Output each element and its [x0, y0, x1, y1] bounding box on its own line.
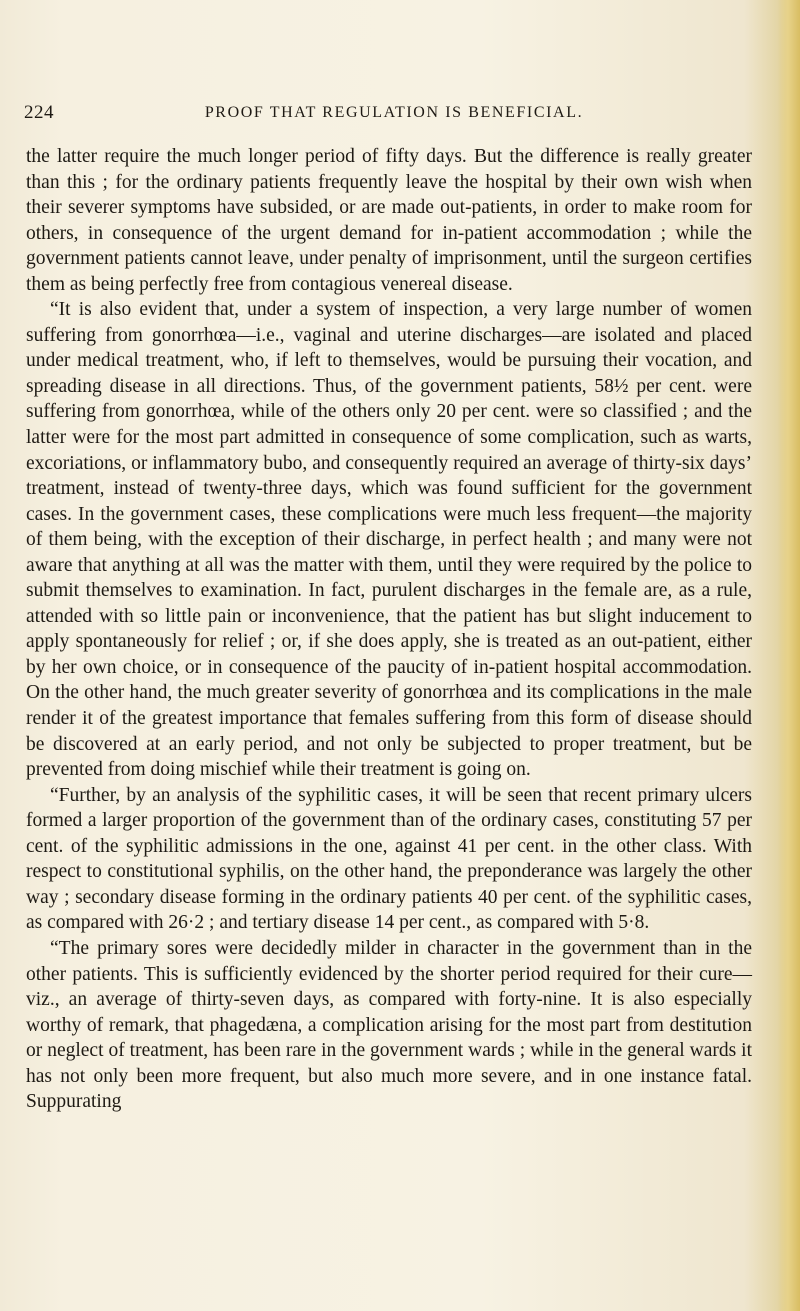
paragraph-syphilitic-analysis: “Further, by an analysis of the syphilitic cases, it will be seen that recent primary ulcers formed a larger proportion of the government than of the ordinary cases, constituting 57 per cent. of the syphilitic admissions in the one, against 41 per cent. in the other class. With respect to constitutional syphilis, on the other hand, the preponderance was largely the other way ; secondary disease forming in the ordinary patients 40 per cent. of the syphilitic cases, as compared with 26·2 ; and tertiary disease 14 per cent., as compared with 5·8.: [26, 784, 752, 934]
page-edge: [778, 0, 800, 1311]
paragraph-continuation: the latter require the much longer period of fifty days. But the difference is really greater than this ; for the ordinary patients frequently leave the hospital by their own wish when their severer symptoms have subsided, or are made out-patients, in order to make room for others, in consequence of the urgent demand for in-patient accommodation ; while the government patients cannot leave, under penalty of imprisonment, until the surgeon certifies them as being perfectly free from contagious venereal disease.: [26, 146, 752, 295]
page-header: [24, 102, 764, 132]
running-head: PROOF THAT REGULATION IS BENEFICIAL.: [204, 104, 584, 121]
page-number: 224: [24, 102, 54, 123]
paragraph-primary-sores: “The primary sores were decidedly milder in character in the government than in the other patients. This is sufficiently evidenced by the shorter period required for their cure—viz., an average of thirty-seven days, as compared with forty-nine. It is also especially worthy of remark, that phagedæna, a complication arising for the most part from destitution or neglect of treatment, has been rare in the government wards ; while in the general wards it has not only been more frequent, but also much more severe, and in one instance fatal. Suppurating: [26, 937, 752, 1113]
paragraph-gonorrhoea: “It is also evident that, under a system of inspection, a very large number of women suffering from gonorrhœa—i.e., vaginal and uterine discharges—are isolated and placed under medical treatment, who, if left to themselves, would be pursuing their vocation, and spreading disease in all directions. Thus, of the government patients, 58½ per cent. were suffering from gonorrhœa, while of the others only 20 per cent. were so classified ; and the latter were for the most part admitted in consequence of some complication, such as warts, excoriations, or inflammatory bubo, and consequently required an average of thirty-six days’ treatment, instead of twenty-three days, which was found sufficient for the government cases. In the government cases, these complications were much less frequent—the majority of them being, with the exception of their discharge, in perfect health ; and many were not aware that anything at all was the matter with them, until they were required by the police to submit themselves to examination. In fact, purulent discharges in the female are, as a rule, attended with so little pain or inconvenience, that the patient has but slight inducement to apply spontaneously for relief ; or, if she does apply, she is treated as an out-patient, either by her own choice, or in consequence of the paucity of in-patient hospital accommodation. On the other hand, the much greater severity of gonorrhœa and its complications in the male render it of the greatest importance that females suffering from this form of disease should be discovered at an early period, and not only be subjected to proper treatment, but be prevented from doing mischief while their treatment is going on.: [26, 299, 752, 781]
body-text: [26, 144, 752, 1115]
